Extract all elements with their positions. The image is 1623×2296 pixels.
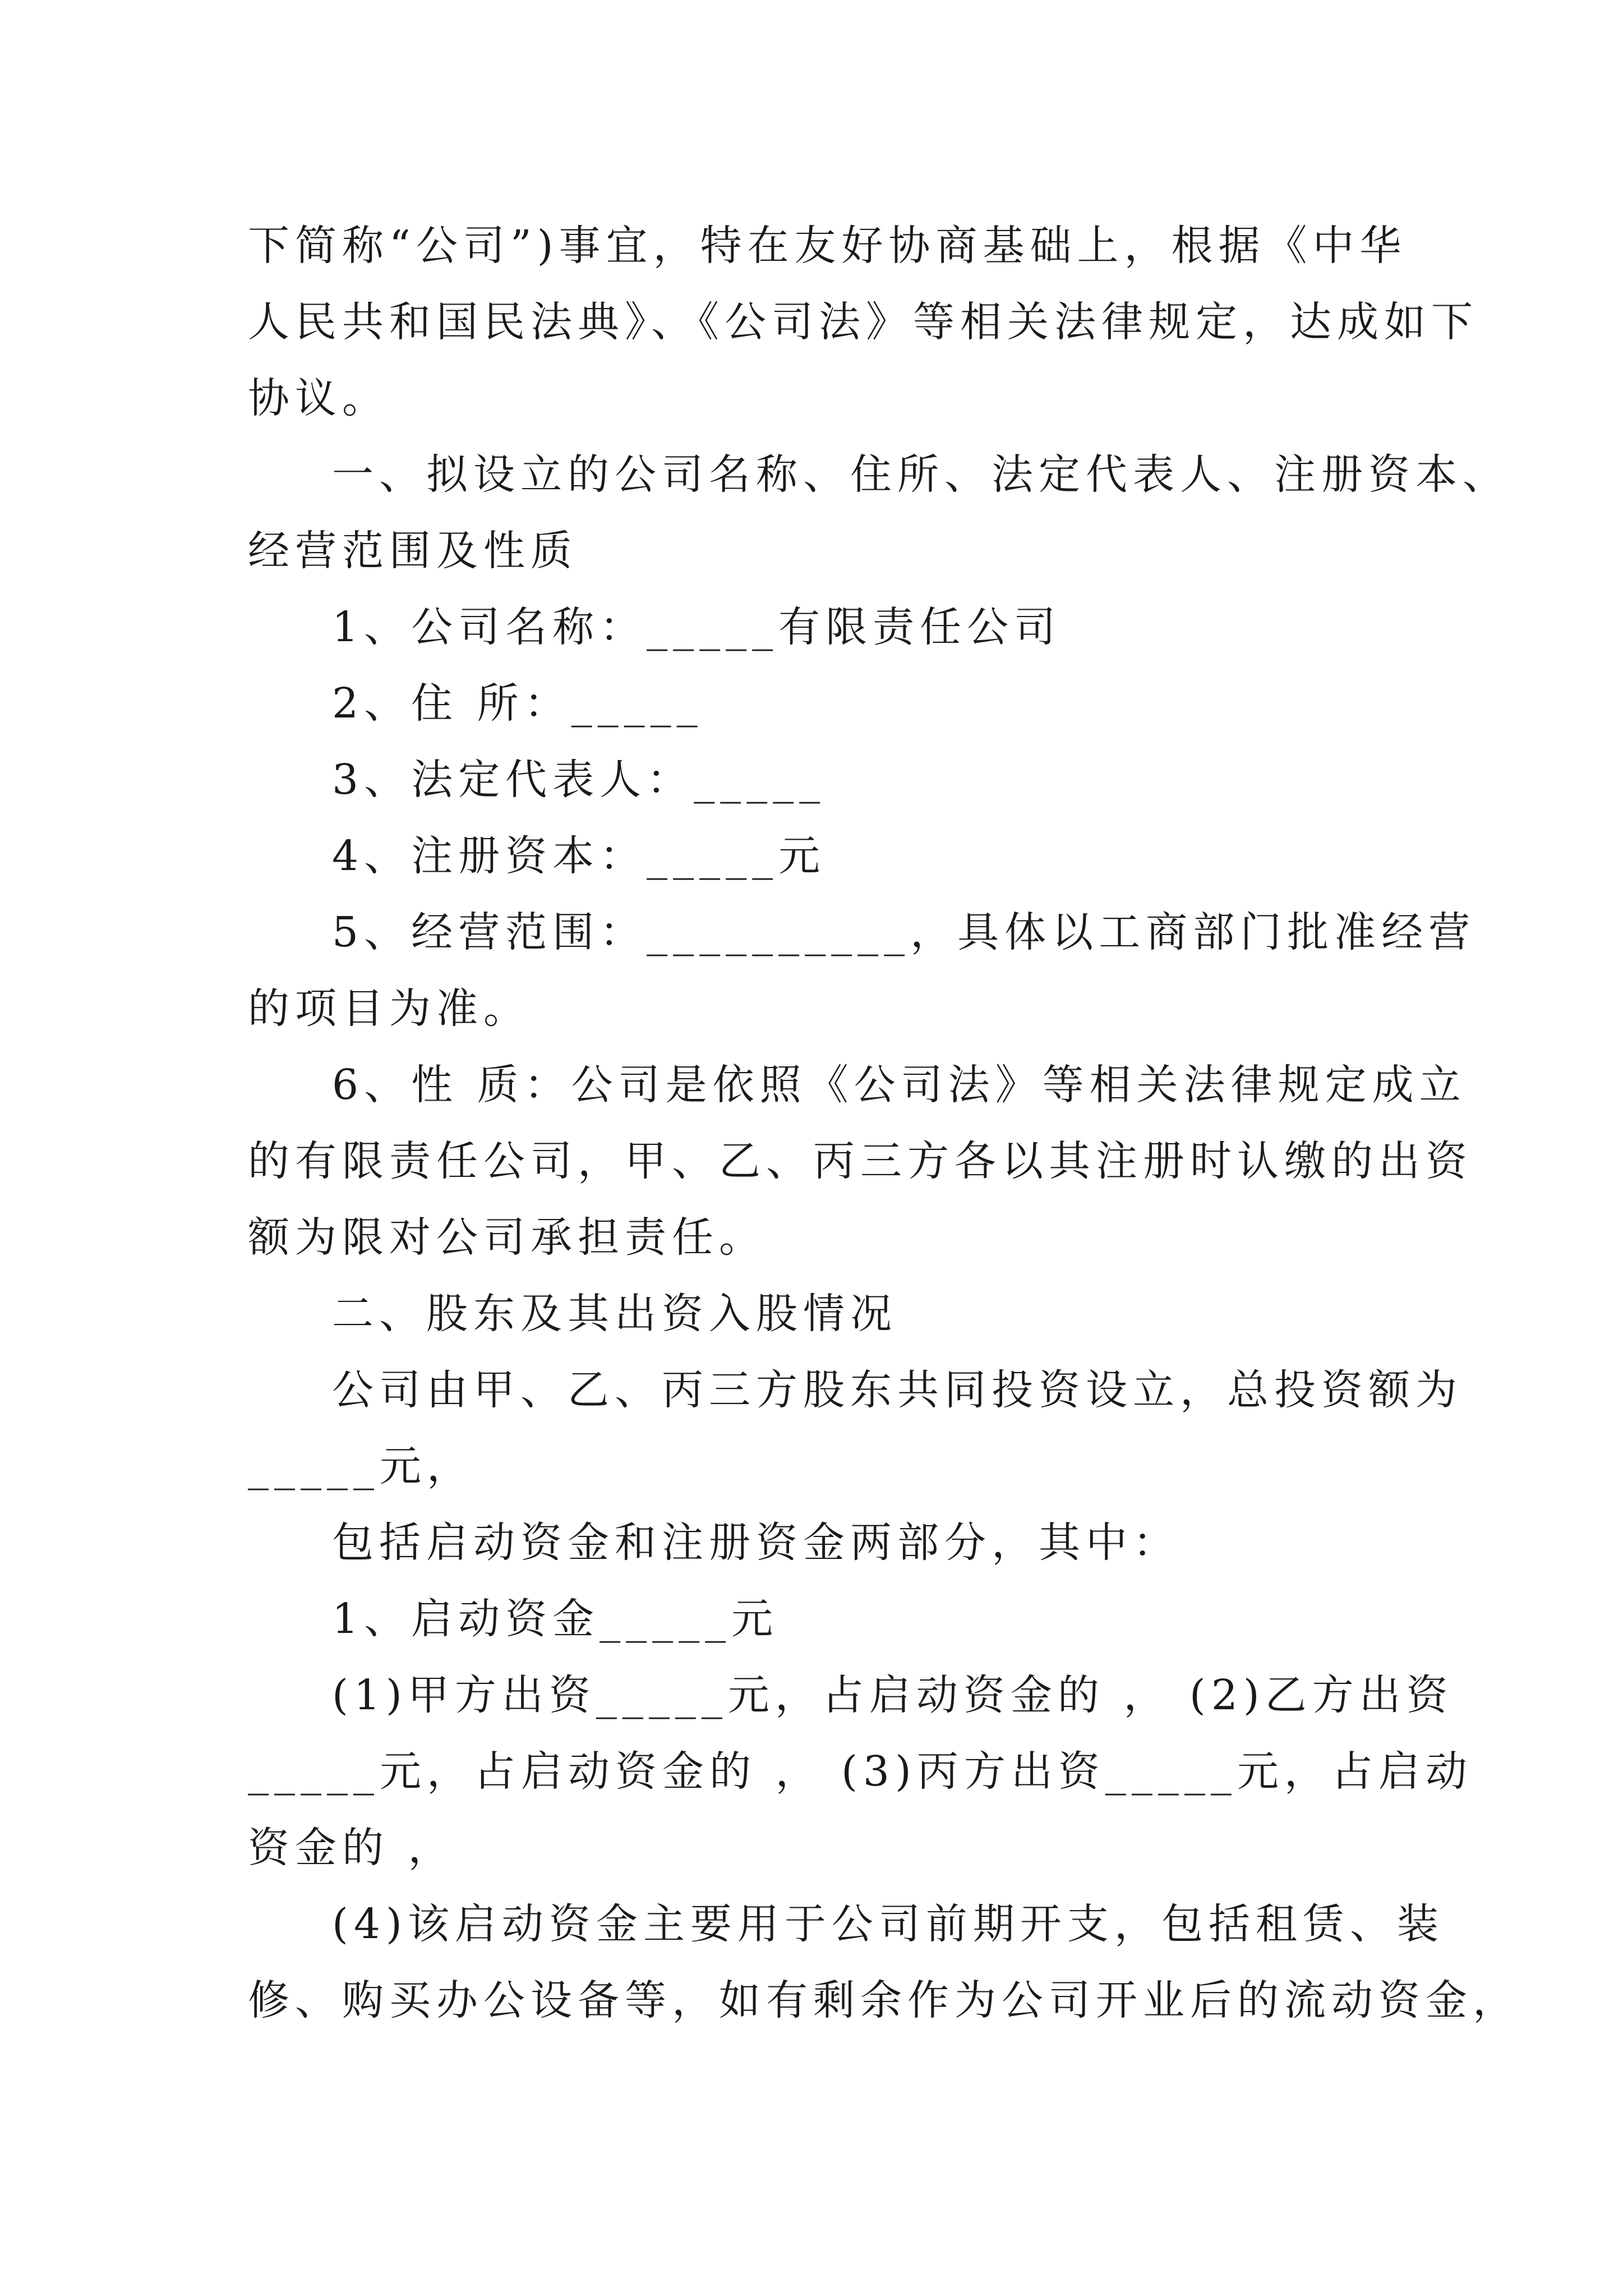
item-nature: 6、性 质：公司是依照《公司法》等相关法律规定成立	[332, 1061, 1467, 1109]
paragraph-line: 修、购买办公设备等，如有剩余作为公司开业后的流动资金，	[248, 1976, 1520, 2024]
paragraph-line: (1)甲方出资_____元，占启动资金的 ， (2)乙方出资	[332, 1671, 1454, 1719]
section-heading-1: 一、拟设立的公司名称、住所、法定代表人、注册资本、	[332, 450, 1510, 499]
item-legal-representative: 3、法定代表人：_____	[332, 756, 826, 804]
paragraph-line: 包括启动资金和注册资金两部分，其中：	[332, 1519, 1180, 1567]
item-company-name: 1、公司名称：_____有限责任公司	[332, 603, 1062, 651]
paragraph-line: 下简称“公司”)事宜，特在友好协商基础上，根据《中华	[248, 222, 1407, 270]
paragraph-line: _____元，	[248, 1442, 474, 1490]
item-registered-capital: 4、注册资本：_____元	[332, 832, 826, 880]
paragraph-line: _____元，占启动资金的 ， (3)丙方出资_____元，占启动	[248, 1747, 1473, 1796]
item-nature-cont: 的有限责任公司，甲、乙、丙三方各以其注册时认缴的出资	[248, 1137, 1473, 1185]
document-body	[248, 208, 1520, 2039]
paragraph-line: 协议。	[248, 374, 389, 422]
item-startup-funds: 1、启动资金_____元	[332, 1595, 779, 1643]
item-business-scope: 5、经营范围：__________，具体以工商部门批准经营	[332, 908, 1476, 956]
item-nature-cont: 额为限对公司承担责任。	[248, 1213, 766, 1262]
paragraph-line: 人民共和国民法典》、《公司法》等相关法律规定，达成如下	[248, 298, 1478, 346]
paragraph-line: 公司由甲、乙、丙三方股东共同投资设立，总投资额为	[332, 1366, 1463, 1414]
paragraph-line: (4)该启动资金主要用于公司前期开支，包括租赁、装	[332, 1900, 1444, 1948]
item-address: 2、住 所：_____	[332, 679, 703, 728]
item-business-scope-cont: 的项目为准。	[248, 984, 531, 1033]
section-heading-2: 二、股东及其出资入股情况	[332, 1290, 897, 1338]
paragraph-line: 资金的 ，	[248, 1824, 455, 1872]
section-heading-1-cont: 经营范围及性质	[248, 527, 578, 575]
